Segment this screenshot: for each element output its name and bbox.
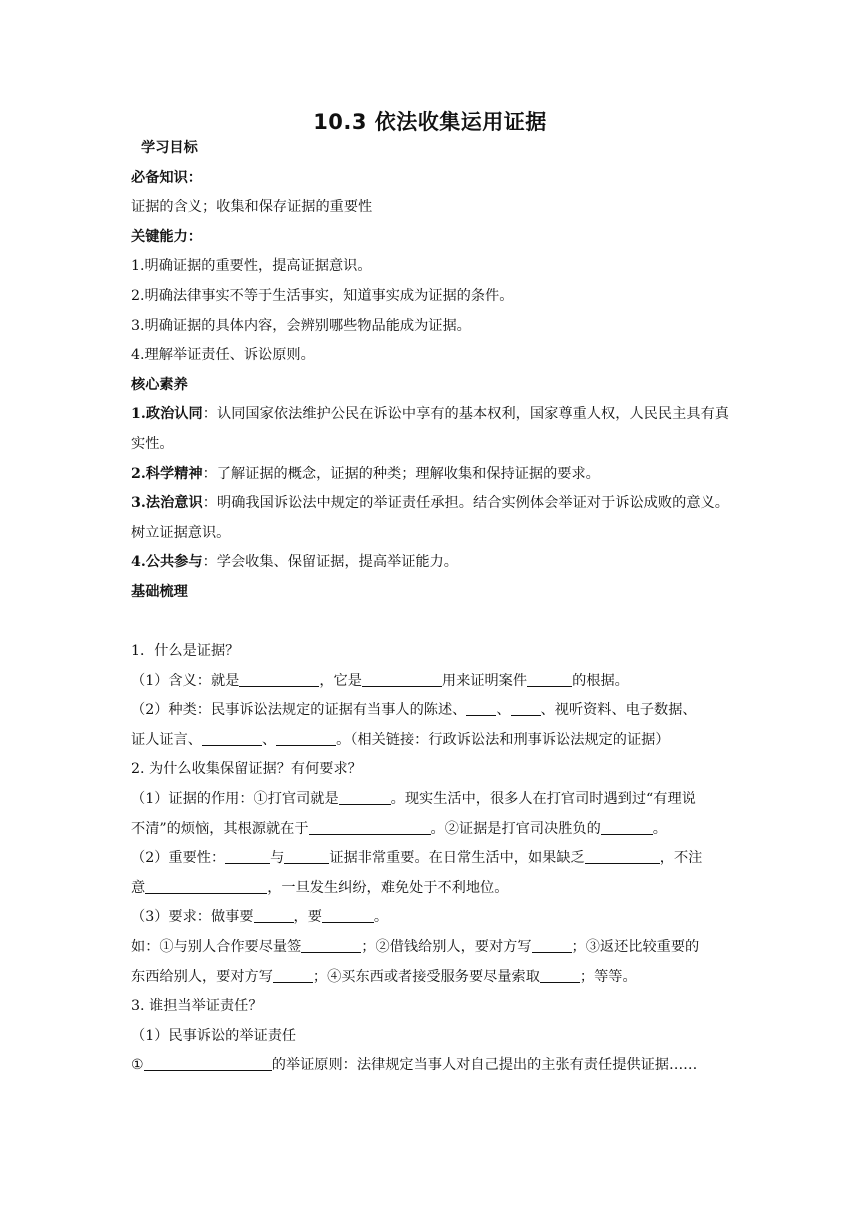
q2-line: （2）重要性： 与 证据非常重要。在日常生活中，如果缺乏 ，不注 <box>131 850 703 867</box>
literacy-lead: 3.法治意识 <box>131 495 203 512</box>
literacy-lead: 2.科学精神 <box>131 465 203 482</box>
answer-blank[interactable] <box>202 731 262 746</box>
q2-line: 意 ，一旦发生纠纷，难免处于不利地位。 <box>131 879 509 896</box>
literacy-text: ：了解证据的概念，证据的种类；理解收集和保持证据的要求。 <box>202 465 600 482</box>
question-1-title: 1．什么是证据？ <box>131 643 240 660</box>
literacy-lead: 1.政治认同 <box>131 406 203 423</box>
spacer <box>131 608 729 638</box>
ability-item: 3.明确证据的具体内容，会辨别哪些物品能成为证据。 <box>131 317 471 334</box>
page-title: 10.3 依法收集运用证据 <box>313 110 547 134</box>
answer-blank[interactable] <box>254 908 294 923</box>
q1-line: （2）种类：民事诉讼法规定的证据有当事人的陈述、 、 、视听资料、电子数据、 <box>131 702 697 719</box>
ability-item: 4.理解举证责任、诉讼原则。 <box>131 347 315 364</box>
abilities-heading: 关键能力： <box>131 228 202 245</box>
answer-blank[interactable] <box>511 701 541 716</box>
answer-blank[interactable] <box>225 849 270 864</box>
answer-blank[interactable] <box>362 672 442 687</box>
answer-blank[interactable] <box>532 938 572 953</box>
q2-line: （3）要求：做事要 ，要 。 <box>131 909 389 926</box>
q1-line: （1）含义：就是 ，它是 用来证明案件 的根据。 <box>131 672 629 689</box>
q1-line: 证人证言、 、 。（相关链接：行政诉讼法和刑事诉讼法规定的证据） <box>131 731 670 748</box>
answer-blank[interactable] <box>309 820 431 835</box>
answer-blank[interactable] <box>466 701 496 716</box>
literacy-text: ：明确我国诉讼法中规定的举证责任承担。结合实例体会举证对于诉讼成败的意义。树立证据意识。 <box>131 495 729 541</box>
answer-blank[interactable] <box>284 849 329 864</box>
answer-blank[interactable] <box>145 879 267 894</box>
answer-blank[interactable] <box>585 849 660 864</box>
answer-blank[interactable] <box>527 672 572 687</box>
q2-line: 不清”的烦恼，其根源就在于 。②证据是打官司决胜负的 。 <box>131 820 667 837</box>
q2-line: 如：①与别人合作要尽量签 ；②借钱给别人，要对方写 ；③返还比较重要的 <box>131 939 700 956</box>
literacy-item <box>131 460 729 490</box>
literacy-item <box>131 489 729 548</box>
question-3-title: 3. 谁担当举证责任？ <box>131 998 263 1015</box>
literacy-heading: 核心素养 <box>131 376 188 393</box>
answer-blank[interactable] <box>601 820 653 835</box>
document-body <box>131 134 729 1081</box>
answer-blank[interactable] <box>276 731 336 746</box>
answer-blank[interactable] <box>273 968 313 983</box>
knowledge-text: 证据的含义；收集和保存证据的重要性 <box>131 199 373 216</box>
q3-line: ① 的举证原则：法律规定当事人对自己提出的主张有责任提供证据…… <box>131 1057 698 1074</box>
answer-blank[interactable] <box>301 938 361 953</box>
q2-line: （1）证据的作用：①打官司就是 。现实生活中，很多人在打官司时遇到过“有理说 <box>131 791 696 808</box>
ability-item: 2.明确法律事实不等于生活事实，知道事实成为证据的条件。 <box>131 287 514 304</box>
question-2-title: 2. 为什么收集保留证据？有何要求？ <box>131 761 362 778</box>
answer-blank[interactable] <box>322 908 374 923</box>
literacy-text: ：学会收集、保留证据，提高举证能力。 <box>202 554 458 571</box>
ability-item: 1.明确证据的重要性，提高证据意识。 <box>131 258 372 275</box>
literacy-lead: 4.公共参与 <box>131 554 203 571</box>
q3-subtitle: （1）民事诉讼的举证责任 <box>131 1027 297 1044</box>
answer-blank[interactable] <box>540 968 580 983</box>
literacy-item <box>131 400 729 459</box>
basics-heading: 基础梳理 <box>131 583 188 600</box>
literacy-text: ：认同国家依法维护公民在诉讼中享有的基本权利，国家尊重人权，人民民主具有真实性。 <box>131 406 729 452</box>
answer-blank[interactable] <box>239 672 319 687</box>
literacy-item <box>131 548 729 578</box>
objectives-heading: 学习目标 <box>141 140 198 156</box>
answer-blank[interactable] <box>144 1056 272 1071</box>
q2-line: 东西给别人，要对方写 ；④买东西或者接受服务要尽量索取 ；等等。 <box>131 968 637 985</box>
answer-blank[interactable] <box>339 790 391 805</box>
knowledge-heading: 必备知识： <box>131 169 202 186</box>
